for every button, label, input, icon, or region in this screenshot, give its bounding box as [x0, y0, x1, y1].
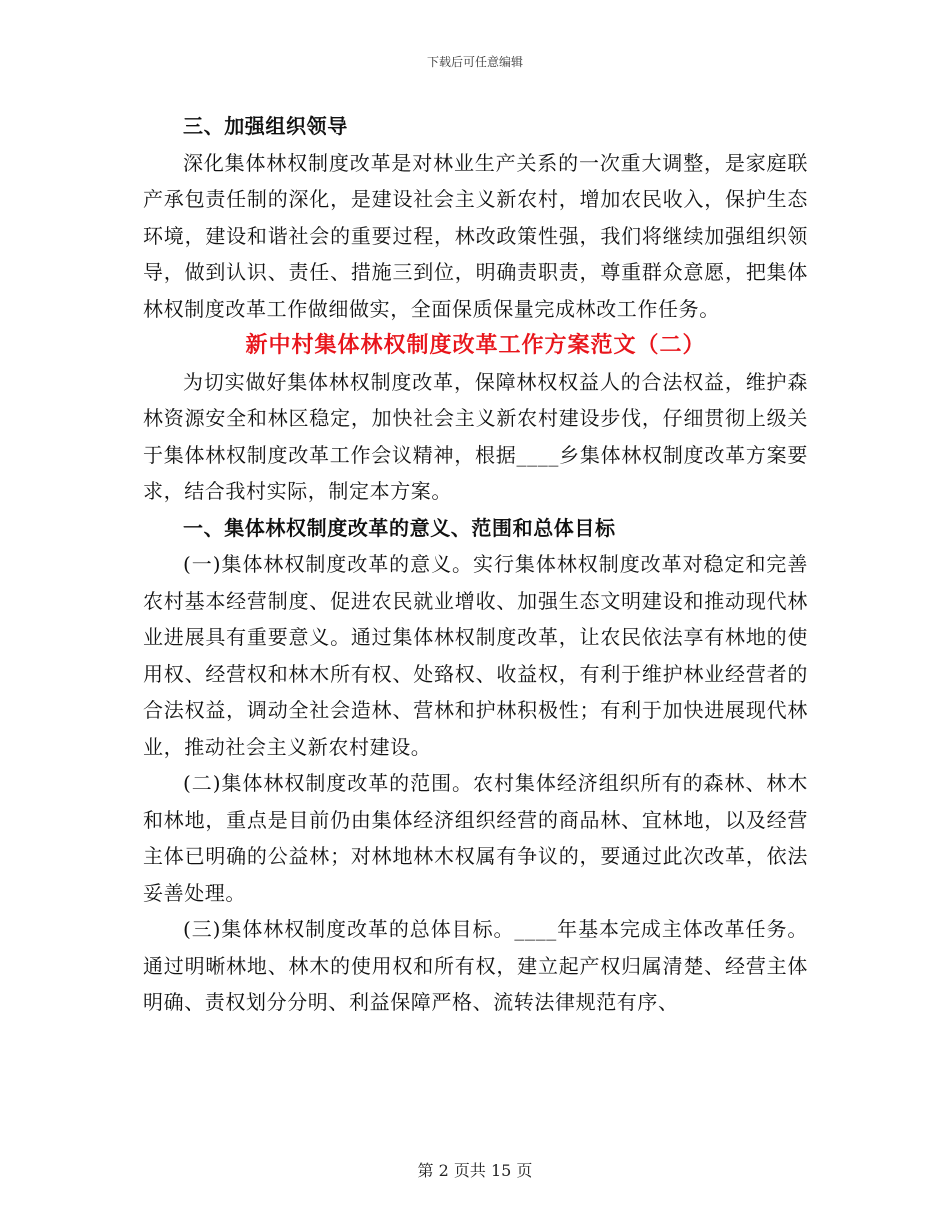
document-body — [143, 108, 808, 1021]
paragraph-goal: (三)集体林权制度改革的总体目标。____年基本完成主体改革任务。通过明晰林地、林木的使用权和所有权，建立起产权归属清楚、经营主体明确、责权划分分明、利益保障严格、流转法律规范有序、 — [143, 917, 808, 1014]
paragraph-leadership: 深化集体林权制度改革是对林业生产关系的一次重大调整，是家庭联产承包责任制的深化，是建设社会主义新农村，增加农民收入，保护生态环境，建设和谐社会的重要过程，林改政策性强，我们将继续加强组织领导，做到认识、责任、措施三到位，明确责职责，尊重群众意愿，把集体林权制度改革工作做细做实，全面保质保量完成林改工作任务。 — [143, 150, 808, 321]
section-heading-3: 三、加强组织领导 — [183, 114, 348, 138]
section-heading-1: 一、集体林权制度改革的意义、范围和总体目标 — [183, 515, 616, 540]
paragraph-intro: 为切实做好集体林权制度改革，保障林权权益人的合法权益，维护森林资源安全和林区稳定，加快社会主义新农村建设步伐，仔细贯彻上级关于集体林权制度改革工作会议精神，根据____乡集体林权制度改革方案要求，结合我村实际，制定本方案。 — [143, 369, 808, 503]
header-note: 下载后可任意编辑 — [426, 55, 523, 69]
paragraph-scope: (二)集体林权制度改革的范围。农村集体经济组织所有的森林、林木和林地，重点是目前仍由集体经济组织经营的商品林、宜林地，以及经营主体已明确的公益林；对林地林木权属有争议的，要通过此次改革，依法妥善处理。 — [143, 771, 808, 905]
document-title: 新中村集体林权制度改革工作方案范文（二） — [245, 332, 706, 358]
paragraph-significance: (一)集体林权制度改革的意义。实行集体林权制度改革对稳定和完善农村基本经营制度、促进农民就业增收、加强生态文明建设和推动现代林业进展具有重要意义。通过集体林权制度改革，让农民依法享有林地的使用权、经营权和林木所有权、处臵权、收益权，有利于维护林业经营者的合法权益，调动全社会造林、营林和护林积极性；有利于加快进展现代林业，推动社会主义新农村建设。 — [143, 552, 808, 759]
page-number: 第 2 页共 15 页 — [417, 1161, 533, 1180]
